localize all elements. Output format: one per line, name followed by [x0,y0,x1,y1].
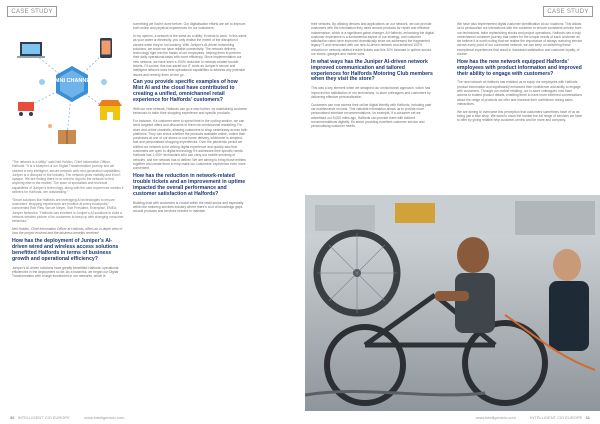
page-number-left: 30 [10,415,15,420]
column-2 [133,22,248,217]
column-1 [12,160,124,282]
column-3 [311,22,434,132]
col2-heading-2: How has the reduction in network-related trouble tickets and an improvement in uptime impacted the overall performance and customer satisfaction at Halfords? [133,172,246,197]
footer-right [476,415,590,420]
col1-tail: Juniper’s AI-driven solutions have greatly benefitted Halfords’ operational efficiencies in the deployment so far. As a business, we began our Digital Transformation with a large investment in our networks, which is [12,265,119,279]
bike-workshop-photo [305,195,600,411]
website-url-left[interactable]: www.intelligentcio.com [84,415,125,420]
publication-name-left: INTELLIGENT CIO EUROPE [17,415,70,420]
col1-heading: How has the deployment of Juniper’s AI-driven wired and wireless access solutions benefitted Halfords in terms of business growth and operational efficiency? [12,237,119,262]
col1-paragraph-1: “The network is a utility,” said Neil Holden, Chief Information Officer, Halfords. “It is a blueprint of our Digital Transformation journey and we needed a very intelligent, secure network with next-generation capabilities. Juniper is a disruptor in the industry. The network gives visibility and it isn’t opaque. We are finding there is no need to dig into the network to find anything else in the market. The team of specialists and technical capabilities of Juniper’s technology, along with the user experience metrics it delivers for Halfords, are outstanding.” [12,160,124,195]
col3-heading: In what ways has the Juniper AI-driven network improved communication and tailored experiences for Halfords Motoring Club members when they visit the store? [311,58,433,83]
case-study-tag-right: CASE STUDY [543,6,593,17]
col2-body-1: With our new network, Halfords can go a step further, by maintaining customer behaviour to tailor their shopping experience and specific products. [133,106,248,116]
col2-body-2: For instance, if a customer were to spend time in the cycling section, we can send targeted offers and discounts to them via omnichannel marketing. For store and online channels, allowing customers to shop seamlessly across both platforms. They can check whether the products available online, collect their purchases at one of our stores or use home delivery, whichever is simplest, fast and personalised shopping experiences. Over the pandemic period we shifted our network to be driving digital experience and quickly saw that customers are open to digital technology if it addresses their specific needs. Halfords has 1,400+ technicians who can carry out mobile servicing of vehicles, and the network has to deliver. We are aiming to bring those entities together and create them to help make our customers’ experience even more convenient. [133,118,248,171]
website-url-right[interactable]: www.intelligentcio.com [475,415,516,420]
column-4 [457,22,583,126]
publication-name-right: INTELLIGENT CIO EUROPE [530,415,583,420]
footer-left [10,415,124,420]
col4-body-1: The new network at Halfords has enabled us to equip our employees with Halfords product information and significantly enhanced their confidence and ability to engage with customers. Through our mobile retailing, our in-store colleagues now have access to trusted product details, enabling them to have more informed conversations about the range of products we offer and increase their confidence during sales interactions. [457,80,582,106]
case-study-tag-left: CASE STUDY [7,6,57,17]
col3-intro: their vehicles. By utilising devices and applications on our network, we can provide customers with the information they need around products for repair and effective maintenance, which is a significant game-changer. At Halfords, enhancing the digital customer experience is a fundamental aspect of our strategy, and customer satisfaction rates have improved dramatically since we addressed the fragmented legacy IT and renovated with our new AI-driven network and achieved 100% reduction in network-related trouble tickets and this 30% increase in uptime across our stores, garages and mobile vans. [311,22,434,57]
col2-tail: Building trust with customers is crucial within the retail sector and especially within the motoring services industry where there’s a lot of knowledge gaps around products and services needed to maintain [133,200,244,214]
col3-body-2: Customers can now access their online digital identity with Halfords, including past car maintenance records. This valuable information allows us to provide more personalised interface recommendations, for example, if a customer set we advertised our 5,000 miles ago, Halfords can provide them with tailored recommendations digitally. It’s about providing excellent customer service and personalising customer needs. [311,102,432,129]
col1-paragraph-2: “Smart solutions like Halfords are leveraging AI technologies to ensure customers’ shopping experiences are positive at every touchpoint,” commented Rob Flew Van de Meyer, Vice President, Enterprise, EMEA, Juniper Networks. “Halfords has invested in Juniper’s AI solutions to build a network detailed picture of its customers to keep up with changing consumer behaviour.” [12,197,124,224]
col3-body-1: This was a key element when we designed our omnichannel approach, which has improved the satisfaction of our technicians, in-store colleagues and customers by delivering effective personalisation. [311,86,431,99]
col2-intro-1: something we hadn’t done before. Our digitalisation efforts are set to improve both online and physical experiences for our customers. [133,22,246,31]
omnichannel-illustration [12,22,124,150]
workshop-scene [305,195,600,411]
page-number-right: 31 [585,415,590,420]
col2-intro-2: In my opinion, a network is the same as a utility; it needs to work. In this same as your water or electricity, you only realise the extent of the disruption it causes when they’re not working. With Juniper’s AI-driven networking solutions, we know we have reliable connectivity. The network delivers technology right into the hands of our employees, helping them to perform their daily operational tasks with more efficiency. Since implementation our new network, we have seen a 100% reduction in network-related trouble tickets. Of course, this has saved our IT costs as Juniper’s secure and intelligent network uses best operational capabilities to address any potential issues and remedy them on the go. [133,33,247,77]
col1-paragraph-3: Neil Holden, Chief Information Officer at Halfords, offers an in-depth view of how the project evolved and the business benefits received: [12,226,123,236]
omnichannel-graphic [12,22,124,150]
col4-intro: We have also implemented digital customer identification at our locations. This allows us to personalise our interactions with the customer to ensure consistent service from our technicians, tailor replenishing stocks and project operations. Halfords has a truly omnichannel customer journey that caters for the unique needs of each customer as we believe it is worth noting that we realise the importance of always nurturing service across every point of our connected network, we can keep on delivering these exceptional experiences that result in increased satisfaction and customer loyalty, of course. [457,22,583,57]
omni-label: OMNI CHANNEL [50,78,94,84]
col4-heading: How has the new network equipped Halfords’ employees with product information and improved their ability to engage with customers? [457,58,582,77]
col4-body-2: We are aiming to overcome this perception that customers sometimes have of us as being just a bike shop. We want to show the market the full range of services we have to offer by giving reliable help customer-centric and be more and company. [457,109,583,123]
col2-heading-1: Can you provide specific examples of how Mist AI and the cloud have contributed to creating a unified, omnichannel retail experience for Halfords’ customers? [133,79,238,104]
